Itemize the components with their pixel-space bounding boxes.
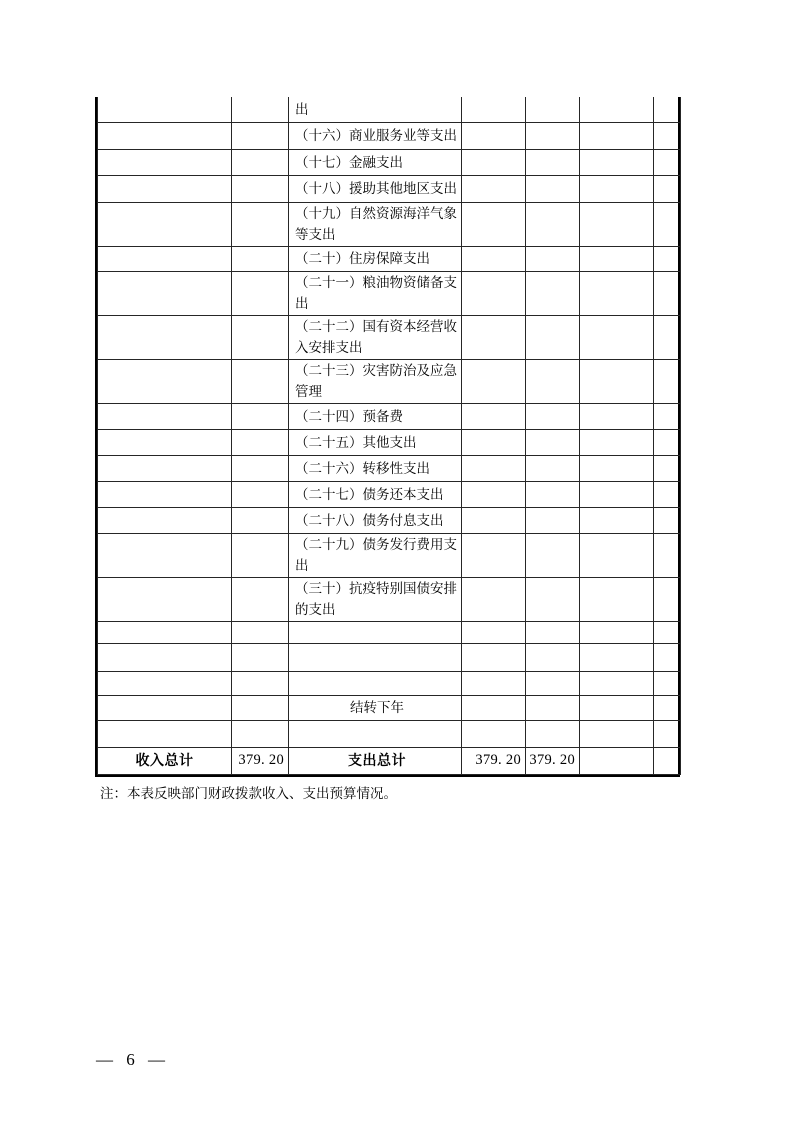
empty-cell (462, 533, 526, 577)
expense-total-value: 379. 20 (462, 747, 526, 774)
empty-cell (98, 671, 232, 695)
table-row (98, 315, 681, 359)
empty-cell (289, 671, 462, 695)
empty-cell (580, 747, 654, 774)
empty-cell (98, 577, 232, 621)
table-row (98, 643, 681, 671)
empty-cell (462, 429, 526, 455)
empty-cell (526, 643, 580, 671)
empty-cell (232, 246, 289, 271)
empty-cell (580, 403, 654, 429)
empty-cell (526, 577, 580, 621)
empty-cell (98, 621, 232, 643)
empty-cell (98, 315, 232, 359)
table-row (98, 97, 681, 122)
empty-cell (526, 621, 580, 643)
empty-cell (526, 315, 580, 359)
empty-cell (654, 533, 681, 577)
table-row (98, 507, 681, 533)
empty-cell (98, 533, 232, 577)
empty-cell (526, 403, 580, 429)
empty-cell (580, 455, 654, 481)
empty-cell (232, 455, 289, 481)
expense-item-label: （十八）援助其他地区支出 (289, 175, 462, 202)
empty-cell (232, 429, 289, 455)
empty-cell (232, 149, 289, 175)
empty-cell (580, 643, 654, 671)
expense-item-label: （二十四）预备费 (289, 403, 462, 429)
empty-cell (232, 271, 289, 315)
table-row (98, 671, 681, 695)
empty-cell (98, 271, 232, 315)
empty-cell (526, 359, 580, 403)
expense-item-label: （十七）金融支出 (289, 149, 462, 175)
empty-cell (654, 149, 681, 175)
empty-cell (526, 271, 580, 315)
table-row (98, 621, 681, 643)
empty-cell (654, 202, 681, 246)
empty-cell (654, 97, 681, 122)
empty-cell (526, 175, 580, 202)
empty-cell (462, 175, 526, 202)
empty-cell (580, 671, 654, 695)
empty-cell (580, 429, 654, 455)
empty-cell (232, 507, 289, 533)
empty-cell (462, 149, 526, 175)
empty-cell (462, 577, 526, 621)
expense-total-label: 支出总计 (289, 747, 462, 774)
empty-cell (98, 202, 232, 246)
empty-cell (462, 643, 526, 671)
empty-cell (654, 621, 681, 643)
table-row (98, 695, 681, 720)
empty-cell (462, 97, 526, 122)
empty-cell (580, 315, 654, 359)
empty-cell (98, 481, 232, 507)
empty-cell (580, 149, 654, 175)
empty-cell (98, 122, 232, 149)
table-row (98, 149, 681, 175)
empty-cell (526, 695, 580, 720)
empty-cell (654, 246, 681, 271)
empty-cell (462, 507, 526, 533)
empty-cell (98, 695, 232, 720)
empty-cell (98, 403, 232, 429)
empty-cell (462, 671, 526, 695)
empty-cell (526, 122, 580, 149)
table-row (98, 403, 681, 429)
empty-cell (462, 403, 526, 429)
empty-cell (654, 671, 681, 695)
empty-cell (654, 315, 681, 359)
expense-item-label: （二十二）国有资本经营收入安排支出 (289, 315, 462, 359)
table-row (98, 175, 681, 202)
income-total-label: 收入总计 (98, 747, 232, 774)
table-row (98, 122, 681, 149)
empty-cell (580, 481, 654, 507)
empty-cell (232, 97, 289, 122)
expense-item-label: （十九）自然资源海洋气象等支出 (289, 202, 462, 246)
empty-cell (654, 695, 681, 720)
empty-cell (654, 577, 681, 621)
empty-cell (232, 403, 289, 429)
empty-cell (462, 271, 526, 315)
expense-item-label: （二十五）其他支出 (289, 429, 462, 455)
expense-item-label: （二十七）债务还本支出 (289, 481, 462, 507)
empty-cell (232, 202, 289, 246)
empty-cell (98, 246, 232, 271)
table-row (98, 577, 681, 621)
empty-cell (98, 429, 232, 455)
empty-cell (526, 246, 580, 271)
expense-item-label: （二十三）灾害防治及应急管理 (289, 359, 462, 403)
empty-cell (654, 175, 681, 202)
budget-table-body (98, 97, 681, 774)
empty-cell (232, 643, 289, 671)
table-note: 注：本表反映部门财政拨款收入、支出预算情况。 (100, 786, 397, 801)
table-row (98, 359, 681, 403)
empty-cell (580, 202, 654, 246)
empty-cell (580, 621, 654, 643)
empty-cell (462, 202, 526, 246)
empty-cell (654, 455, 681, 481)
empty-cell (232, 533, 289, 577)
expense-item-label: （二十八）债务付息支出 (289, 507, 462, 533)
expense-item-label: （三十）抗疫特别国债安排的支出 (289, 577, 462, 621)
budget-table-container (95, 97, 680, 777)
empty-cell (462, 695, 526, 720)
empty-cell (98, 507, 232, 533)
table-row (98, 429, 681, 455)
empty-cell (526, 202, 580, 246)
empty-cell (232, 720, 289, 747)
table-row (98, 455, 681, 481)
empty-cell (98, 97, 232, 122)
empty-cell (580, 122, 654, 149)
empty-cell (232, 621, 289, 643)
empty-cell (580, 97, 654, 122)
empty-cell (526, 481, 580, 507)
empty-cell (526, 455, 580, 481)
empty-cell (654, 403, 681, 429)
empty-cell (462, 481, 526, 507)
totals-row (98, 747, 681, 774)
empty-cell (98, 175, 232, 202)
empty-cell (289, 621, 462, 643)
empty-cell (526, 507, 580, 533)
empty-cell (232, 577, 289, 621)
expense-item-label: （二十九）债务发行费用支出 (289, 533, 462, 577)
expense-item-label: （二十）住房保障支出 (289, 246, 462, 271)
empty-cell (98, 359, 232, 403)
empty-cell (526, 429, 580, 455)
empty-cell (98, 643, 232, 671)
empty-cell (462, 455, 526, 481)
empty-cell (98, 455, 232, 481)
empty-cell (232, 175, 289, 202)
empty-cell (580, 359, 654, 403)
empty-cell (98, 149, 232, 175)
empty-cell (526, 533, 580, 577)
table-row (98, 271, 681, 315)
empty-cell (289, 643, 462, 671)
empty-cell (580, 507, 654, 533)
empty-cell (232, 671, 289, 695)
table-row (98, 720, 681, 747)
empty-cell (580, 695, 654, 720)
table-row (98, 202, 681, 246)
empty-cell (580, 577, 654, 621)
empty-cell (98, 720, 232, 747)
carryover-label: 结转下年 (289, 695, 462, 720)
empty-cell (526, 720, 580, 747)
empty-cell (526, 97, 580, 122)
empty-cell (289, 720, 462, 747)
empty-cell (232, 695, 289, 720)
budget-table (97, 97, 681, 775)
empty-cell (654, 122, 681, 149)
page-number: — 6 — (96, 1050, 165, 1069)
empty-cell (580, 246, 654, 271)
table-row (98, 533, 681, 577)
empty-cell (462, 246, 526, 271)
empty-cell (654, 359, 681, 403)
empty-cell (654, 271, 681, 315)
empty-cell (232, 359, 289, 403)
expense-item-label: （二十六）转移性支出 (289, 455, 462, 481)
empty-cell (654, 429, 681, 455)
general-budget-total-value: 379. 20 (526, 747, 580, 774)
empty-cell (654, 720, 681, 747)
empty-cell (232, 481, 289, 507)
empty-cell (654, 643, 681, 671)
empty-cell (580, 175, 654, 202)
empty-cell (580, 720, 654, 747)
empty-cell (462, 122, 526, 149)
empty-cell (654, 747, 681, 774)
empty-cell (580, 533, 654, 577)
empty-cell (526, 671, 580, 695)
empty-cell (654, 481, 681, 507)
empty-cell (462, 315, 526, 359)
empty-cell (232, 315, 289, 359)
empty-cell (462, 621, 526, 643)
table-row (98, 481, 681, 507)
empty-cell (580, 271, 654, 315)
empty-cell (232, 122, 289, 149)
table-row (98, 246, 681, 271)
expense-item-label: 出 (289, 97, 462, 122)
expense-item-label: （二十一）粮油物资储备支出 (289, 271, 462, 315)
empty-cell (654, 507, 681, 533)
expense-item-label: （十六）商业服务业等支出 (289, 122, 462, 149)
empty-cell (462, 359, 526, 403)
empty-cell (462, 720, 526, 747)
empty-cell (526, 149, 580, 175)
income-total-value: 379. 20 (232, 747, 289, 774)
